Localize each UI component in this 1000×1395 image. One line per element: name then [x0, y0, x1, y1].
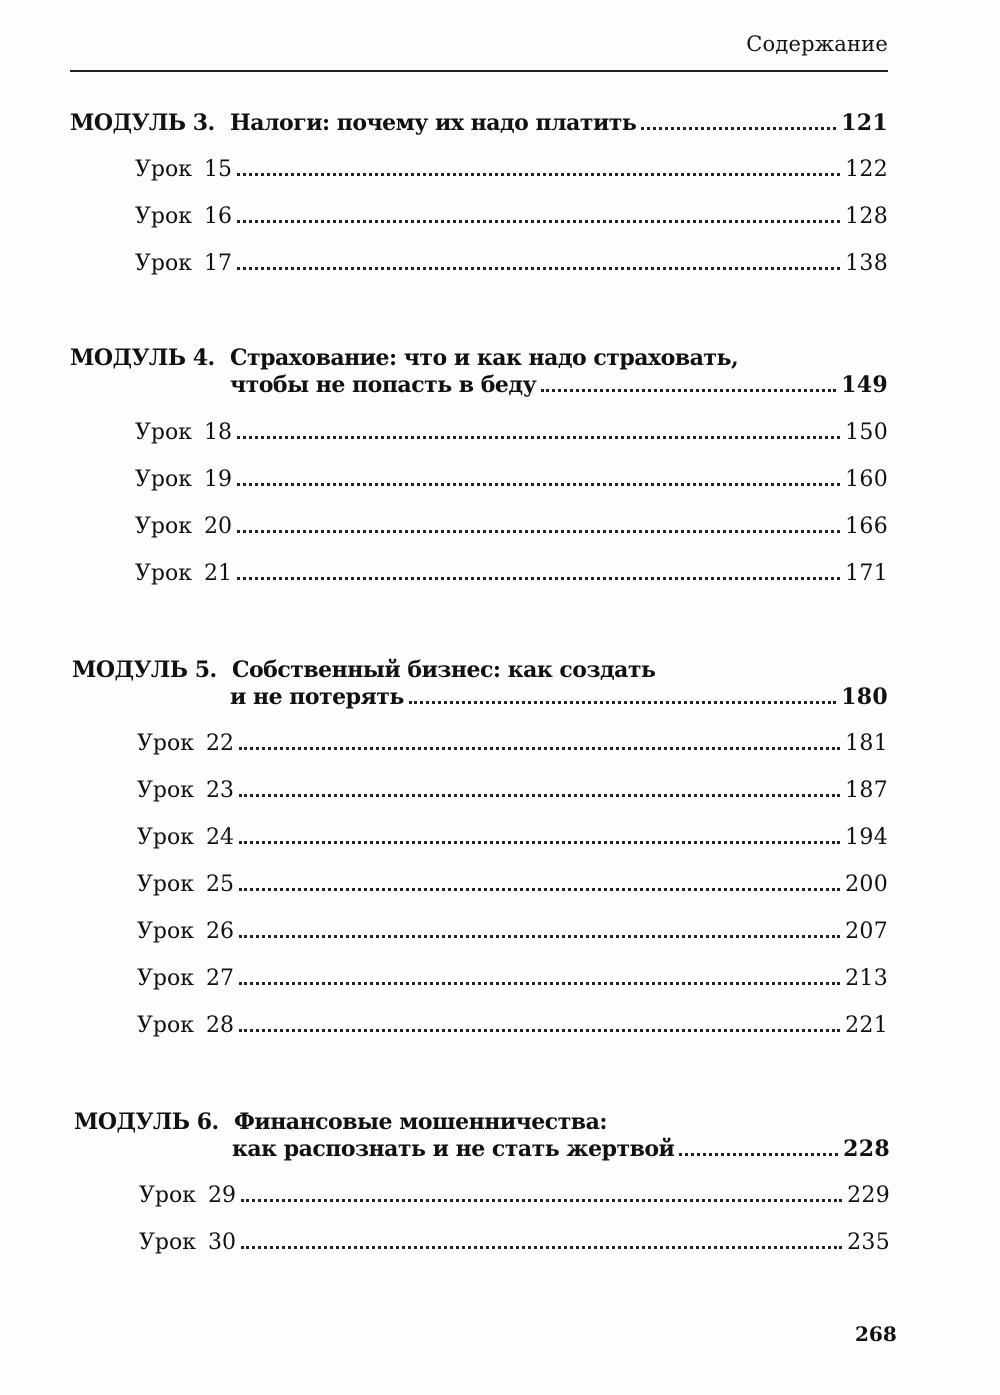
- dot-leader: [237, 436, 840, 439]
- module-title-line-2: и не потерять: [230, 684, 404, 710]
- module-title-line-1: Страхование: что и как надо страховать,: [230, 345, 739, 371]
- lesson-word: Урок: [135, 157, 192, 182]
- page-number: 221: [845, 1013, 888, 1038]
- page-number: 187: [845, 778, 888, 803]
- dot-leader: [237, 220, 840, 223]
- dot-leader: [237, 267, 840, 270]
- lesson-word: Урок: [137, 919, 194, 944]
- lesson-number: 20: [203, 514, 232, 539]
- lesson-word: Урок: [137, 825, 194, 850]
- module-title-line-2: чтобы не попасть в беду: [230, 372, 537, 398]
- dot-leader: [237, 483, 840, 486]
- page-number: 213: [845, 966, 888, 991]
- module-5-heading: [72, 655, 888, 685]
- page-number: 207: [845, 919, 888, 944]
- lesson-label: [135, 512, 232, 542]
- lesson-word: Урок: [135, 561, 192, 586]
- module-label: МОДУЛЬ 4.: [70, 345, 215, 371]
- module-title-line-1: Финансовые мошенничества:: [234, 1109, 607, 1135]
- lesson-29-entry: [139, 1181, 890, 1211]
- lesson-number: 15: [203, 157, 232, 182]
- lesson-label: [139, 1181, 236, 1211]
- module-4-heading-line-2: [230, 370, 888, 400]
- lesson-word: Урок: [137, 778, 194, 803]
- lesson-label: [139, 1228, 236, 1258]
- lesson-number: 18: [203, 420, 232, 445]
- lesson-23-entry: [137, 776, 888, 806]
- dot-leader: [541, 389, 836, 392]
- lesson-number: 26: [205, 919, 234, 944]
- dot-leader: [239, 841, 840, 844]
- lesson-word: Урок: [139, 1183, 196, 1208]
- page-number: 150: [845, 420, 888, 445]
- lesson-number: 25: [205, 872, 234, 897]
- lesson-label: [137, 1011, 234, 1041]
- lesson-label: [137, 870, 234, 900]
- lesson-25-entry: [137, 870, 888, 900]
- dot-leader: [679, 1153, 838, 1156]
- module-title-line-1: Собственный бизнес: как создать: [232, 657, 656, 683]
- dot-leader: [239, 888, 840, 891]
- dot-leader: [239, 982, 840, 985]
- module-label: МОДУЛЬ 3.: [70, 110, 215, 136]
- lesson-19-entry: [135, 465, 888, 495]
- lesson-word: Урок: [135, 251, 192, 276]
- lesson-20-entry: [135, 512, 888, 542]
- lesson-word: Урок: [135, 420, 192, 445]
- lesson-30-entry: [139, 1228, 890, 1258]
- dot-leader: [641, 127, 836, 130]
- lesson-label: [135, 418, 232, 448]
- page-number: 171: [845, 561, 888, 586]
- dot-leader: [237, 173, 840, 176]
- dot-leader: [241, 1199, 842, 1202]
- lesson-16-entry: [135, 202, 888, 232]
- lesson-21-entry: [135, 559, 888, 589]
- lesson-28-entry: [137, 1011, 888, 1041]
- lesson-word: Урок: [137, 872, 194, 897]
- module-6-heading: [74, 1107, 888, 1137]
- module-5-heading-line-2: [230, 682, 888, 712]
- lesson-number: 30: [207, 1230, 236, 1255]
- running-header: [70, 24, 888, 72]
- lesson-number: 24: [205, 825, 234, 850]
- header-title: Содержание: [746, 32, 888, 56]
- lesson-word: Урок: [135, 467, 192, 492]
- lesson-label: [135, 155, 232, 185]
- dot-leader: [239, 794, 840, 797]
- dot-leader: [237, 577, 840, 580]
- lesson-label: [135, 465, 232, 495]
- page-number: 235: [847, 1230, 890, 1255]
- module-title: Налоги: почему их надо платить: [230, 110, 637, 136]
- lesson-number: 17: [203, 251, 232, 276]
- lesson-22-entry: [137, 729, 888, 759]
- dot-leader: [237, 530, 840, 533]
- lesson-label: [137, 917, 234, 947]
- module-6-heading-line-2: [232, 1134, 890, 1164]
- module-4-heading: [70, 343, 888, 373]
- module-title-line-2: как распознать и не стать жертвой: [232, 1136, 675, 1162]
- page-number: 228: [843, 1136, 890, 1162]
- lesson-15-entry: [135, 155, 888, 185]
- page-number: 181: [845, 731, 888, 756]
- lesson-number: 23: [205, 778, 234, 803]
- lesson-label: [135, 249, 232, 279]
- lesson-number: 16: [203, 204, 232, 229]
- lesson-26-entry: [137, 917, 888, 947]
- page-number: 128: [845, 204, 888, 229]
- lesson-label: [137, 729, 234, 759]
- page-number: 180: [841, 684, 888, 710]
- page-number: 122: [845, 157, 888, 182]
- lesson-number: 22: [205, 731, 234, 756]
- lesson-word: Урок: [135, 204, 192, 229]
- dot-leader: [409, 701, 836, 704]
- lesson-17-entry: [135, 249, 888, 279]
- dot-leader: [239, 935, 840, 938]
- footer-page-number: 268: [855, 1322, 897, 1346]
- page-number: 149: [841, 372, 888, 398]
- page-number: 138: [845, 251, 888, 276]
- lesson-label: [135, 202, 232, 232]
- lesson-word: Урок: [137, 731, 194, 756]
- page-number: 194: [845, 825, 888, 850]
- dot-leader: [239, 747, 840, 750]
- module-label: МОДУЛЬ 6.: [74, 1109, 219, 1135]
- lesson-word: Урок: [137, 1013, 194, 1038]
- lesson-24-entry: [137, 823, 888, 853]
- lesson-word: Урок: [139, 1230, 196, 1255]
- lesson-label: [137, 823, 234, 853]
- lesson-word: Урок: [137, 966, 194, 991]
- lesson-label: [135, 559, 232, 589]
- page-number: 166: [845, 514, 888, 539]
- module-label: МОДУЛЬ 5.: [72, 657, 217, 683]
- page-number: 229: [847, 1183, 890, 1208]
- lesson-18-entry: [135, 418, 888, 448]
- lesson-word: Урок: [135, 514, 192, 539]
- lesson-27-entry: [137, 964, 888, 994]
- dot-leader: [241, 1246, 842, 1249]
- dot-leader: [239, 1029, 840, 1032]
- lesson-number: 19: [203, 467, 232, 492]
- page-number: 160: [845, 467, 888, 492]
- lesson-label: [137, 964, 234, 994]
- page-number: 200: [845, 872, 888, 897]
- lesson-number: 29: [207, 1183, 236, 1208]
- lesson-number: 21: [203, 561, 232, 586]
- lesson-number: 27: [205, 966, 234, 991]
- page-number: 121: [841, 110, 888, 136]
- lesson-number: 28: [205, 1013, 234, 1038]
- lesson-label: [137, 776, 234, 806]
- module-3-heading: [70, 108, 888, 138]
